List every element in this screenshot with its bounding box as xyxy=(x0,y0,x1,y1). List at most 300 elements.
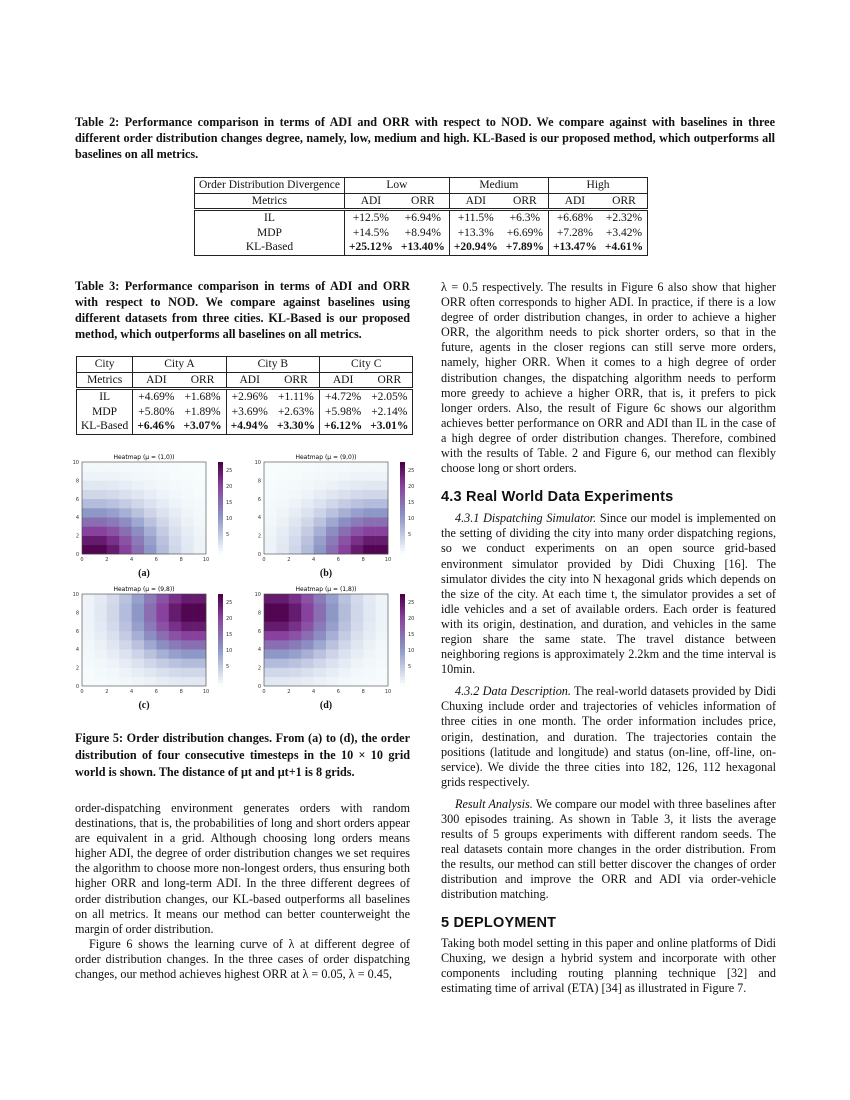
heatmap-cell xyxy=(301,490,314,500)
heatmap-cell xyxy=(82,536,95,546)
section-4-3-heading: 4.3 Real World Data Experiments xyxy=(441,489,674,506)
right-paragraph-1: λ = 0.5 respectively. The results in Figure 6 also show that higher ORR often corresponds to higher ADI. In practice, if there is a low degree of order distribution changes, in order to achieve a higher ORR, the algorithm needs to pick shorter orders, so that in the future, agents in the closer regions can still serve more orders, namely, higher ORR. When it comes to a high degree of order distribution changes, the dispatching algorithm needs to perform more greedy to achieve a higher ORR, that is, it prefers to pick longer orders. Also, the result of Figure 6c shows our algorithm achieves better performance on ORR and ADI than IL in the case of a high degree of order distribution changes. Therefore, combined with the results of Table. 2 and Figure 6, our method can flexibly choose long or short orders. xyxy=(441,280,776,476)
heatmap-cell xyxy=(301,517,314,527)
heatmap-cell xyxy=(169,536,182,546)
colorbar-tick-label: 5 xyxy=(226,664,230,670)
colorbar-segment xyxy=(218,634,223,637)
colorbar-segment xyxy=(400,625,405,628)
t2-r0-name: IL xyxy=(195,210,345,226)
x-tick-label: 10 xyxy=(384,557,392,563)
colorbar-segment xyxy=(400,622,405,625)
colorbar-segment xyxy=(218,652,223,655)
heatmap-cell xyxy=(94,462,107,472)
heatmap-cell xyxy=(82,631,95,641)
heatmap-cell xyxy=(326,603,339,613)
y-tick-label: 10 xyxy=(72,460,79,466)
heatmap-cell xyxy=(156,631,169,641)
x-tick-label: 2 xyxy=(287,689,291,695)
result-analysis xyxy=(441,797,776,903)
heatmap-cell xyxy=(326,471,339,481)
colorbar-segment xyxy=(400,634,405,637)
colorbar-segment xyxy=(218,465,223,468)
colorbar-tick-label: 5 xyxy=(408,664,412,670)
heatmap-cell xyxy=(363,594,376,604)
colorbar-segment xyxy=(400,606,405,609)
colorbar-segment xyxy=(218,514,223,517)
heatmap-cell xyxy=(376,668,389,678)
heatmap-cell xyxy=(144,594,157,604)
heatmap-cell xyxy=(169,658,182,668)
heatmap-cell xyxy=(156,649,169,659)
heatmap-cell xyxy=(351,631,364,641)
heatmap-cell xyxy=(144,545,157,555)
heatmap-cell xyxy=(264,622,277,632)
heatmap-cell xyxy=(289,649,302,659)
heatmap-cell xyxy=(132,526,145,536)
table-row xyxy=(195,240,648,255)
colorbar-segment xyxy=(218,545,223,548)
heatmap-cell xyxy=(132,480,145,490)
heatmap-cell xyxy=(264,649,277,659)
heatmap-cell xyxy=(107,603,120,613)
x-tick-label: 4 xyxy=(130,557,134,563)
heatmap-cell xyxy=(156,603,169,613)
heatmap-cell xyxy=(276,622,289,632)
y-tick-label: 6 xyxy=(257,496,261,503)
t2-m0: ADI xyxy=(344,193,396,210)
heatmap-cell xyxy=(181,536,194,546)
colorbar-segment xyxy=(218,471,223,474)
heatmap-cell xyxy=(107,499,120,509)
colorbar-segment xyxy=(400,619,405,622)
t3-cell: +3.30% xyxy=(273,419,320,434)
heatmap-cell xyxy=(289,462,302,472)
colorbar-segment xyxy=(400,483,405,486)
heatmap-cell xyxy=(132,462,145,472)
heatmap-cell xyxy=(156,471,169,481)
heatmap-cell xyxy=(289,631,302,641)
heatmap-cell xyxy=(326,677,339,687)
heatmap-cell xyxy=(194,594,207,604)
heatmap-cell xyxy=(156,612,169,622)
heatmap-cell xyxy=(156,526,169,536)
colorbar-segment xyxy=(400,526,405,529)
heatmap-cell xyxy=(338,649,351,659)
x-tick-label: 0 xyxy=(80,557,84,563)
heatmap-cell xyxy=(351,471,364,481)
heatmap-cell xyxy=(94,622,107,632)
t2-cell: +13.3% xyxy=(457,226,494,239)
left-paragraph-1: order-dispatching environment generates orders with random destinations, that is, the probabilities of long and short orders appear are equivalent in a grid. Although choosing long orders means higher ADI, the degree of order distribution changes we set requires the algorithm to choose more non-longest orders, thus ensuring both higher ORR and long-term ADI. In the three different degrees of order distribution changes, our KL-based outperforms all baselines on all metrics. It means our method can better counterweight the margin of order distribution. xyxy=(75,801,410,936)
heatmap-cell xyxy=(94,526,107,536)
x-tick-label: 10 xyxy=(202,557,210,563)
heatmap-cell xyxy=(276,526,289,536)
heatmap-cell xyxy=(194,612,207,622)
y-tick-label: 6 xyxy=(75,496,79,503)
heatmap-cell xyxy=(314,499,327,509)
heatmap-cell xyxy=(363,677,376,687)
heatmap-cell xyxy=(107,640,120,650)
heatmap-cell xyxy=(156,658,169,668)
heatmap-cell xyxy=(119,622,132,632)
heatmap-cell xyxy=(82,640,95,650)
heatmap-cell xyxy=(169,622,182,632)
heatmap-cell xyxy=(119,603,132,613)
t2-r2-name: KL-Based xyxy=(195,240,345,255)
heatmap-cell xyxy=(181,603,194,613)
colorbar-segment xyxy=(218,661,223,664)
y-tick-label: 0 xyxy=(75,552,79,558)
heatmap-cell xyxy=(338,517,351,527)
colorbar-segment xyxy=(218,496,223,499)
y-tick-label: 0 xyxy=(257,552,261,558)
colorbar-segment xyxy=(400,637,405,640)
heatmap-cell xyxy=(363,603,376,613)
heatmap-cell xyxy=(338,612,351,622)
heatmap-cell xyxy=(301,499,314,509)
heatmap-cell xyxy=(132,649,145,659)
heatmap-cell xyxy=(376,517,389,527)
heatmap-cell xyxy=(181,545,194,555)
heatmap-cell xyxy=(376,677,389,687)
heatmap-cell xyxy=(194,658,207,668)
x-tick-label: 6 xyxy=(336,689,340,695)
colorbar-tick-label: 25 xyxy=(408,468,415,474)
colorbar-segment xyxy=(218,508,223,511)
heatmap-cell xyxy=(276,612,289,622)
colorbar-segment xyxy=(400,661,405,664)
heatmap-cell xyxy=(376,536,389,546)
heatmap-cell xyxy=(132,622,145,632)
heatmap-cell xyxy=(289,594,302,604)
heatmap-cell xyxy=(289,517,302,527)
y-tick-label: 8 xyxy=(75,610,79,617)
heatmap-cell xyxy=(94,603,107,613)
heatmap-cell xyxy=(289,499,302,509)
heatmap-cell xyxy=(82,471,95,481)
colorbar-segment xyxy=(400,468,405,471)
heatmap-cell xyxy=(119,658,132,668)
heatmap-cell xyxy=(119,517,132,527)
heatmap-cell xyxy=(194,499,207,509)
heatmap-cell xyxy=(264,508,277,518)
colorbar-segment xyxy=(400,548,405,551)
heatmap-cell xyxy=(376,658,389,668)
heatmap-cell xyxy=(94,517,107,527)
heatmap-cell xyxy=(169,640,182,650)
heatmap-cell xyxy=(301,545,314,555)
heatmap-cell xyxy=(301,668,314,678)
heatmap-cell xyxy=(363,668,376,678)
table3 xyxy=(76,356,413,435)
heatmap-cell xyxy=(289,658,302,668)
colorbar-tick-label: 25 xyxy=(408,600,415,606)
t2-cell: +6.3% xyxy=(502,210,549,226)
heatmap-cell xyxy=(144,631,157,641)
heatmap-cell xyxy=(94,631,107,641)
t3-m3: ORR xyxy=(273,372,320,389)
heatmap-cell xyxy=(376,462,389,472)
heatmap-cell xyxy=(119,499,132,509)
heatmap-cell xyxy=(156,517,169,527)
heatmap-cell xyxy=(351,545,364,555)
colorbar-tick-label: 5 xyxy=(408,532,412,538)
colorbar-segment xyxy=(400,523,405,526)
heatmap-cell xyxy=(376,471,389,481)
colorbar-segment xyxy=(400,474,405,477)
heatmap-cell xyxy=(376,612,389,622)
heatmap-cell xyxy=(94,668,107,678)
heatmap-cell xyxy=(326,480,339,490)
heatmap-cell xyxy=(276,649,289,659)
y-tick-label: 4 xyxy=(257,515,261,522)
heatmap-cell xyxy=(132,471,145,481)
colorbar-segment xyxy=(400,594,405,597)
colorbar-segment xyxy=(400,542,405,545)
colorbar-segment xyxy=(400,536,405,539)
heatmap-cell xyxy=(169,508,182,518)
colorbar-tick-label: 10 xyxy=(226,648,233,654)
colorbar-segment xyxy=(400,465,405,468)
heatmap-cell xyxy=(181,622,194,632)
colorbar-segment xyxy=(400,499,405,502)
t3-h0: City xyxy=(77,357,133,373)
colorbar-segment xyxy=(400,505,405,508)
heatmap-panel xyxy=(246,452,424,582)
heatmap-cell xyxy=(119,490,132,500)
heatmap-cell xyxy=(264,594,277,604)
colorbar-segment xyxy=(218,612,223,615)
heatmap-cell xyxy=(264,668,277,678)
heatmap-cell xyxy=(301,594,314,604)
heatmap-cell xyxy=(314,622,327,632)
heatmap-cell xyxy=(289,640,302,650)
heatmap-cell xyxy=(144,471,157,481)
heatmap-cell xyxy=(107,545,120,555)
heatmap-cell xyxy=(264,677,277,687)
colorbar-segment xyxy=(218,658,223,661)
t3-cell: +6.46% xyxy=(137,420,176,433)
heatmap-cell xyxy=(264,499,277,509)
heatmap-cell xyxy=(94,640,107,650)
heatmap-cell xyxy=(132,490,145,500)
heatmap-cell xyxy=(82,480,95,490)
heatmap-cell xyxy=(326,612,339,622)
heatmap-cell xyxy=(144,499,157,509)
heatmap-cell xyxy=(351,649,364,659)
colorbar-segment xyxy=(400,674,405,677)
heatmap-cell xyxy=(264,471,277,481)
heatmap-cell xyxy=(376,480,389,490)
heatmap-cell xyxy=(156,508,169,518)
heatmap-cell xyxy=(376,640,389,650)
heatmap-cell xyxy=(156,640,169,650)
heatmap-cell xyxy=(338,471,351,481)
colorbar-segment xyxy=(400,471,405,474)
heatmap-cell xyxy=(181,612,194,622)
heatmap-cell xyxy=(326,517,339,527)
colorbar-segment xyxy=(218,487,223,490)
colorbar-tick-label: 20 xyxy=(408,484,415,490)
colorbar-segment xyxy=(218,622,223,625)
t3-cell: +5.80% xyxy=(138,405,175,418)
t3-m1: ORR xyxy=(179,372,226,389)
colorbar-segment xyxy=(218,480,223,483)
heatmap-cell xyxy=(326,640,339,650)
colorbar-segment xyxy=(218,683,223,686)
heatmap-cell xyxy=(181,508,194,518)
heatmap-cell xyxy=(94,677,107,687)
x-tick-label: 8 xyxy=(361,557,365,563)
heatmap-cell xyxy=(264,545,277,555)
x-tick-label: 0 xyxy=(262,557,266,563)
heatmap-cell xyxy=(181,631,194,641)
x-tick-label: 10 xyxy=(202,689,210,695)
colorbar-segment xyxy=(218,520,223,523)
t3-m2: ADI xyxy=(226,372,273,389)
t2-cell: +6.94% xyxy=(397,210,449,226)
heatmap-cell xyxy=(144,603,157,613)
heatmap-cell xyxy=(264,631,277,641)
colorbar-segment xyxy=(400,631,405,634)
colorbar-tick-label: 10 xyxy=(408,648,415,654)
heatmap-cell xyxy=(363,517,376,527)
heatmap-cell xyxy=(264,490,277,500)
x-tick-label: 0 xyxy=(80,689,84,695)
t2-h3: High xyxy=(586,179,610,191)
heatmap-cell xyxy=(276,499,289,509)
heatmap-cell xyxy=(94,658,107,668)
heatmap-cell xyxy=(181,517,194,527)
t3-cell: +3.01% xyxy=(370,420,409,433)
colorbar-segment xyxy=(400,646,405,649)
heatmap-cell xyxy=(264,603,277,613)
y-tick-label: 10 xyxy=(254,592,261,598)
heatmap-cell xyxy=(107,517,120,527)
heatmap-cell xyxy=(181,677,194,687)
subsection-4-3-2 xyxy=(441,684,776,790)
heatmap-cell xyxy=(376,526,389,536)
heatmap-cell xyxy=(326,622,339,632)
heatmap-cell xyxy=(314,612,327,622)
heatmap-cell xyxy=(169,612,182,622)
heatmap-cell xyxy=(107,536,120,546)
heatmap-cell xyxy=(314,603,327,613)
heatmap-cell xyxy=(338,622,351,632)
heatmap-cell xyxy=(326,536,339,546)
heatmap-cell xyxy=(156,545,169,555)
t2-metrics-label: Metrics xyxy=(195,193,345,210)
t2-h2: Medium xyxy=(449,178,548,194)
heatmap-cell xyxy=(119,677,132,687)
heatmap-cell xyxy=(194,471,207,481)
heatmap-cell xyxy=(264,640,277,650)
heatmap-cell xyxy=(338,526,351,536)
heatmap-cell xyxy=(194,603,207,613)
heatmap-cell xyxy=(301,508,314,518)
t3-cell: +6.12% xyxy=(324,420,363,433)
x-tick-label: 0 xyxy=(262,689,266,695)
heatmap-cell xyxy=(82,508,95,518)
heatmap-cell xyxy=(314,677,327,687)
heatmap-cell xyxy=(264,526,277,536)
heatmap-cell xyxy=(276,603,289,613)
heatmap-cell xyxy=(132,499,145,509)
heatmap-cell xyxy=(181,462,194,472)
heatmap-cell xyxy=(119,631,132,641)
heatmap-cell xyxy=(301,603,314,613)
colorbar-tick-label: 15 xyxy=(408,632,415,638)
t2-m3: ORR xyxy=(502,193,549,210)
subsection-4-3-1 xyxy=(441,511,776,677)
t3-r1-name: MDP xyxy=(77,405,133,420)
y-tick-label: 2 xyxy=(75,533,79,540)
heatmap-cell xyxy=(132,508,145,518)
heatmap-title: Heatmap (μ = (1,0)) xyxy=(113,454,175,461)
heatmap-cell xyxy=(94,536,107,546)
colorbar-segment xyxy=(218,548,223,551)
colorbar-segment xyxy=(400,493,405,496)
heatmap-cell xyxy=(107,490,120,500)
colorbar-segment xyxy=(218,474,223,477)
left-paragraph-2: Figure 6 shows the learning curve of λ at different degree of order distribution changes. In the three cases of order dispatching changes, our method achieves highest ORR at λ = 0.05, λ = 0.45, xyxy=(75,936,410,982)
heatmap-cell xyxy=(94,594,107,604)
table-row xyxy=(77,419,413,434)
heatmap-cell xyxy=(181,490,194,500)
heatmap-cell xyxy=(144,640,157,650)
heatmap-cell xyxy=(326,462,339,472)
heatmap-cell xyxy=(119,508,132,518)
heatmap-cell xyxy=(156,594,169,604)
heatmap-cell xyxy=(314,480,327,490)
heatmap-cell xyxy=(169,480,182,490)
heatmap-cell xyxy=(169,499,182,509)
colorbar-segment xyxy=(218,505,223,508)
heatmap-cell xyxy=(376,508,389,518)
x-tick-label: 8 xyxy=(179,557,183,563)
deployment-paragraph: Taking both model setting in this paper and online platforms of Didi Chuxing, we design a hybrid system and incorporate with other components including routing planning technique [32] and estimating time of arrival (ETA) [34] as illustrated in Figure 7. xyxy=(441,935,776,995)
t3-h2: City B xyxy=(226,357,319,373)
colorbar-segment xyxy=(218,551,223,554)
y-tick-label: 8 xyxy=(257,610,261,617)
heatmap-cell xyxy=(144,649,157,659)
x-tick-label: 6 xyxy=(154,689,158,695)
table-row xyxy=(195,210,648,226)
heatmap-cell xyxy=(376,649,389,659)
heatmap-cell xyxy=(314,658,327,668)
colorbar-segment xyxy=(400,665,405,668)
x-tick-label: 8 xyxy=(179,689,183,695)
t3-cell: +2.14% xyxy=(371,405,408,418)
heatmap-cell xyxy=(276,668,289,678)
heatmap-cell xyxy=(107,526,120,536)
colorbar-segment xyxy=(218,493,223,496)
heatmap-cell xyxy=(338,668,351,678)
colorbar-segment xyxy=(218,631,223,634)
heatmap-cell xyxy=(194,640,207,650)
t2-m2: ADI xyxy=(449,193,501,210)
heatmap-cell xyxy=(363,526,376,536)
heatmap-cell xyxy=(107,462,120,472)
table-row xyxy=(77,405,413,420)
heatmap-title: Heatmap (μ = (9,8)) xyxy=(113,586,175,593)
heatmap-cell xyxy=(169,668,182,678)
y-tick-label: 8 xyxy=(75,478,79,485)
t3-cell: +1.11% xyxy=(273,389,320,405)
colorbar-segment xyxy=(400,680,405,683)
heatmap-cell xyxy=(169,526,182,536)
heatmap-cell xyxy=(289,490,302,500)
